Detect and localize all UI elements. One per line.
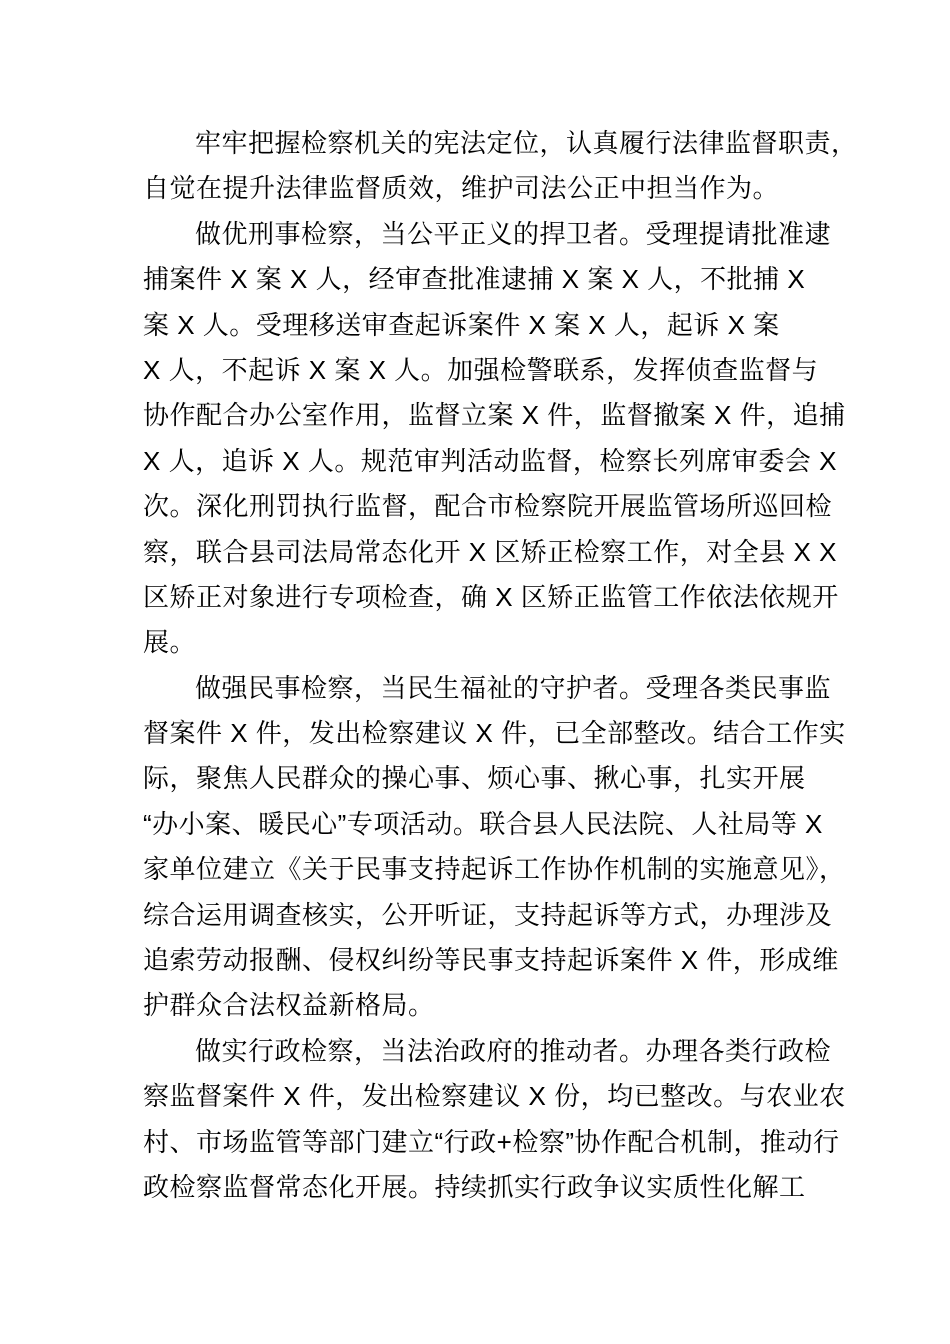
text-line: 协作配合办公室作用，监督立案 X 件，监督撤案 X 件，追捕: [143, 400, 846, 431]
text-line: 综合运用调查核实，公开听证，支持起诉等方式，办理涉及: [143, 899, 833, 930]
text-line: 督案件 X 件，发出检察建议 X 件，已全部整改。结合工作实: [143, 718, 846, 749]
paragraph: [143, 212, 846, 666]
paragraph: [143, 121, 858, 212]
text-line: 次。深化刑罚执行监督，配合市检察院开展监管场所巡回检: [143, 491, 833, 522]
text-line: 区矫正对象进行专项检查，确 X 区矫正监管工作依法依规开: [143, 581, 839, 612]
text-line: 村、市场监管等部门建立“行政+检察”协作配合机制，推动行: [143, 1126, 840, 1157]
text-line: 牢牢把握检察机关的宪法定位，认真履行法律监督职责，: [195, 128, 858, 158]
text-line: 做强民事检察，当民生福祉的守护者。受理各类民事监: [195, 672, 832, 703]
text-line: 追索劳动报酬、侵权纠纷等民事支持起诉案件 X 件，形成维: [143, 945, 839, 976]
text-line: 展。: [143, 627, 197, 658]
text-line: 察，联合县司法局常态化开 X 区矫正检察工作，对全县 X X: [143, 536, 837, 567]
text-line: 案 X 人。受理移送审查起诉案件 X 案 X 人，起诉 X 案: [143, 309, 780, 340]
text-line: 察监督案件 X 件，发出检察建议 X 份，均已整改。与农业农: [143, 1081, 846, 1112]
text-line: 际，聚焦人民群众的操心事、烦心事、揪心事，扎实开展: [143, 763, 806, 794]
text-line: 捕案件 X 案 X 人，经审查批准逮捕 X 案 X 人，不批捕 X: [143, 264, 806, 295]
text-line: 护群众合法权益新格局。: [143, 990, 435, 1021]
text-line: X 人，追诉 X 人。规范审判活动监督，检察长列席审委会 X: [143, 445, 837, 476]
paragraph: [143, 1029, 846, 1211]
text-line: 家单位建立《关于民事支持起诉工作协作机制的实施意见》，: [143, 854, 846, 885]
text-line: 做优刑事检察，当公平正义的捍卫者。受理提请批准逮: [195, 218, 832, 249]
text-line: 做实行政检察，当法治政府的推动者。办理各类行政检: [195, 1035, 832, 1066]
text-line: 自觉在提升法律监督质效，维护司法公正中担当作为。: [143, 173, 780, 204]
paragraph: [143, 666, 846, 1029]
text-line: X 人，不起诉 X 案 X 人。加强检警联系，发挥侦查监督与: [143, 354, 819, 385]
text-line: “办小案、暖民心”专项活动。联合县人民法院、人社局等 X: [143, 808, 823, 839]
text-line: 政检察监督常态化开展。持续抓实行政争议实质性化解工: [143, 1171, 806, 1202]
document-text: [143, 121, 858, 1210]
